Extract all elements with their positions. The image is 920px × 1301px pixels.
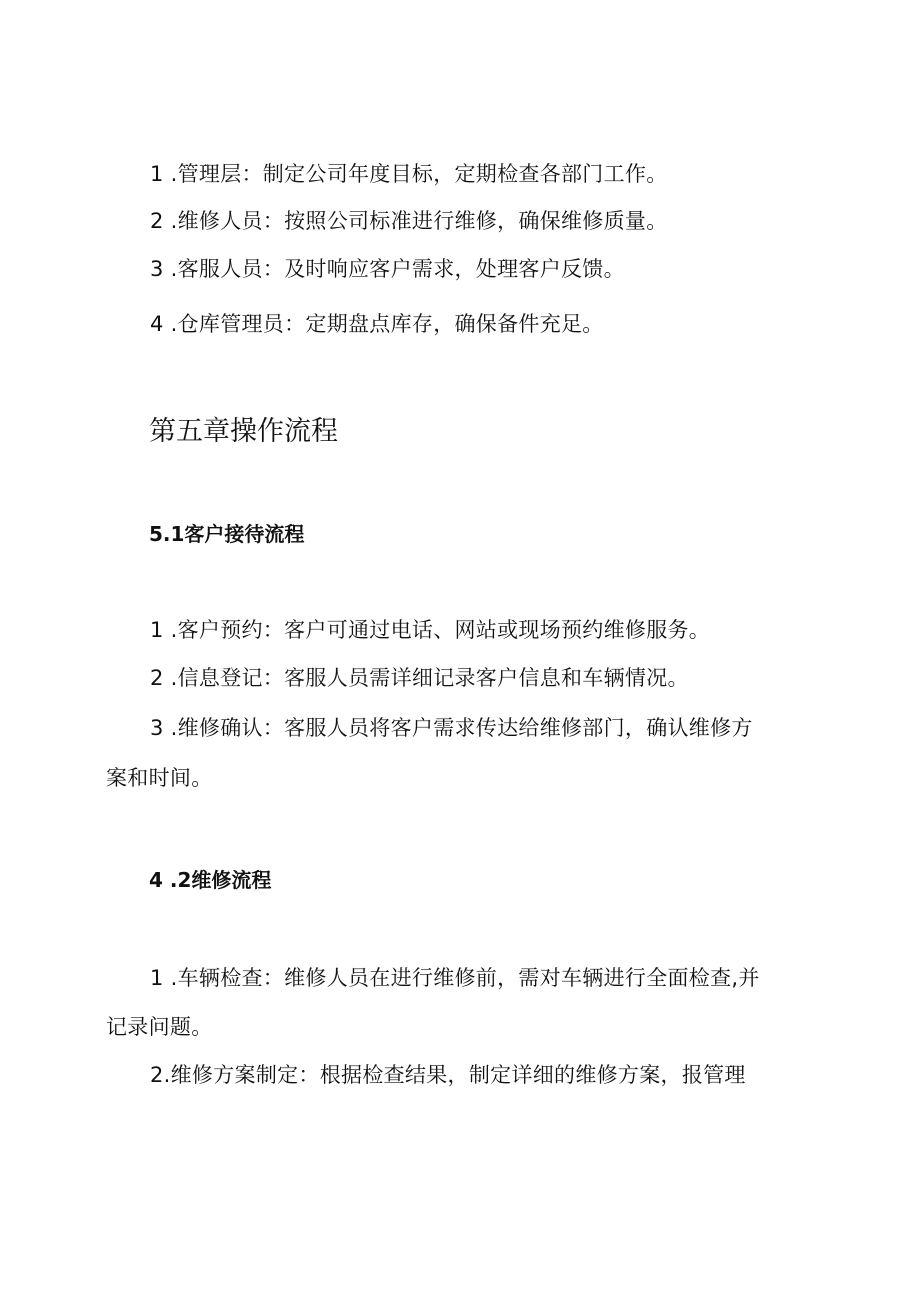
repair-step-2: 2.维修方案制定：根据检查结果，制定详细的维修方案，报管理 [150, 1063, 746, 1087]
section-title-repair: 4 .2维修流程 [149, 868, 272, 892]
section-title-reception: 5.1客户接待流程 [149, 522, 305, 546]
reception-step-2: 2 .信息登记：客服人员需详细记录客户信息和车辆情况。 [150, 666, 689, 690]
reception-step-3: 3 .维修确认：客服人员将客户需求传达给维修部门，确认维修方 [150, 716, 753, 740]
duty-item-3: 3 .客服人员：及时响应客户需求，处理客户反馈。 [150, 257, 625, 281]
repair-step-1-continued: 记录问题。 [106, 1015, 213, 1039]
chapter-title: 第五章操作流程 [149, 416, 338, 447]
duty-item-1: 1 .管理层：制定公司年度目标，定期检查各部门工作。 [150, 162, 668, 186]
reception-step-3-continued: 案和时间。 [106, 766, 213, 790]
repair-step-1: 1 .车辆检查：维修人员在进行维修前，需对车辆进行全面检查,并 [150, 966, 760, 990]
duty-item-4: 4 .仓库管理员：定期盘点库存，确保备件充足。 [150, 312, 604, 336]
reception-step-1: 1 .客户预约：客户可通过电话、网站或现场预约维修服务。 [150, 618, 711, 642]
duty-item-2: 2 .维修人员：按照公司标准进行维修，确保维修质量。 [150, 209, 668, 233]
